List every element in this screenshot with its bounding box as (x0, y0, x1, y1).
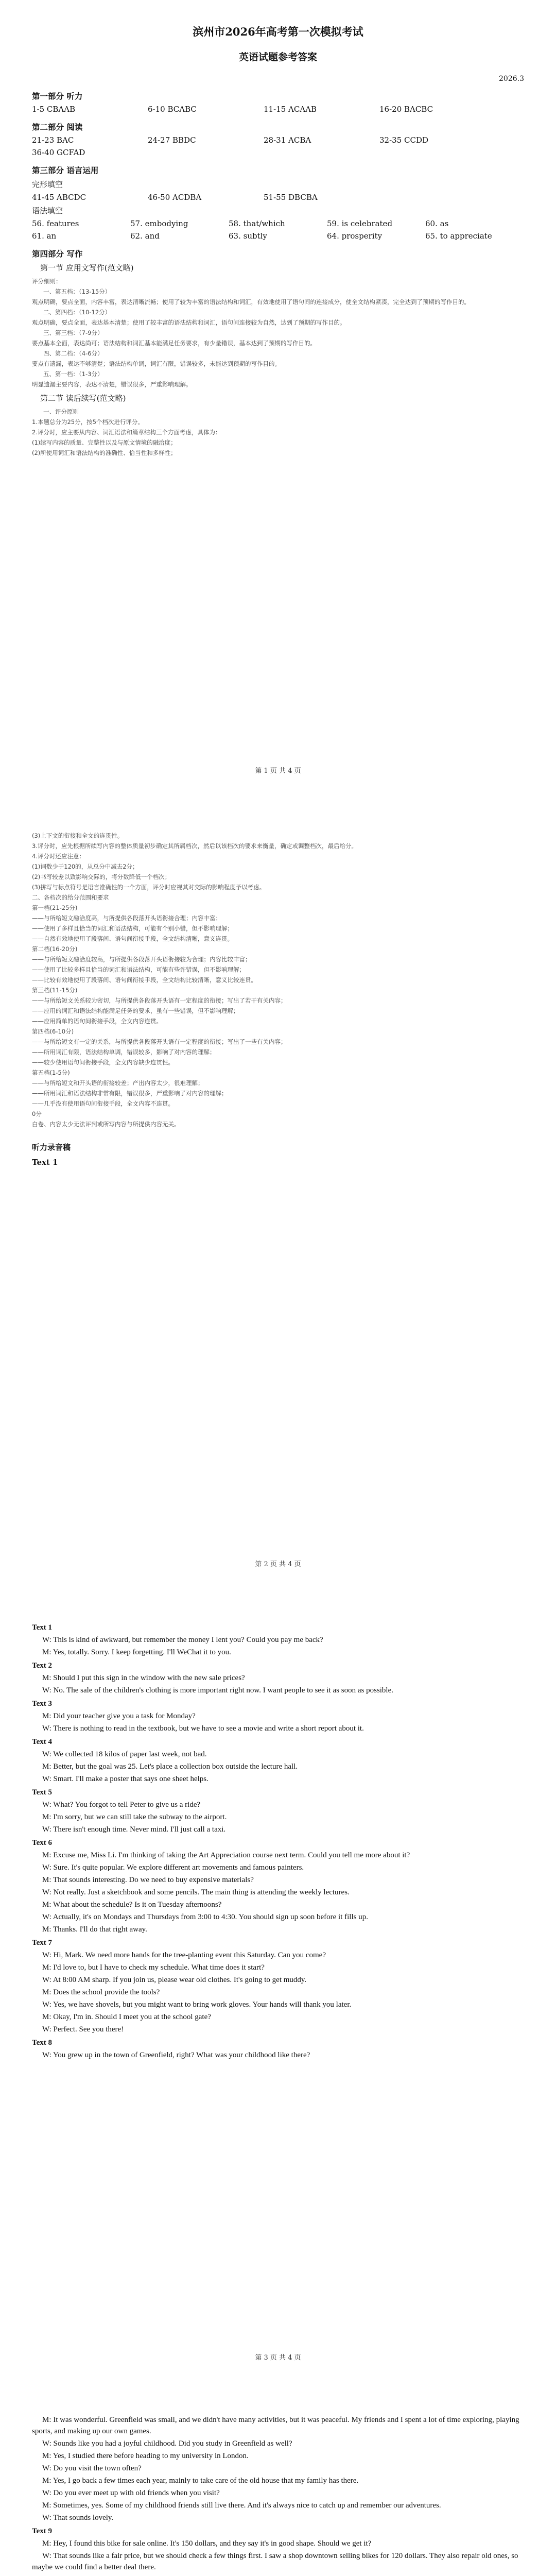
transcript-line: M: Yes, totally. Sorry. I keep forgetting. I'll WeChat it to you. (42, 1648, 231, 1656)
grammar-answer: 62. and (130, 231, 160, 241)
transcript-line: W: There is nothing to read in the textbook, but we have to see a movie and write a short report about it. (42, 1724, 364, 1733)
rubric-line: 第四档(6-10分) (32, 1028, 74, 1035)
writing-rubric-1 (32, 276, 524, 389)
rubric-line: 五、第一档：（1-3分） (43, 370, 103, 378)
transcript-line: W: Not really. Just a sketchbook and some pencils. The main thing is attending the weekly lectures. (42, 1888, 350, 1896)
page-number: 第 3 页 共 4 页 (255, 2354, 301, 2362)
transcript-line: M: That sounds interesting. Do we need to buy expensive materials? (42, 1876, 254, 1884)
exam-date: 2026.3 (499, 75, 524, 83)
grammar-answers-1 (32, 219, 524, 228)
answer-group: 51-55 DBCBA (264, 193, 318, 202)
transcript-line (32, 2574, 524, 2576)
text-label: Text 2 (32, 1662, 53, 1670)
transcript-line: M: Hey, I found this bike for sale online. It's 150 dollars, and they say it's in good shape. Should we get it? (42, 2539, 372, 2548)
text-label: Text 1 (32, 1158, 58, 1167)
text-label: Text 1 (32, 1623, 53, 1632)
rubric-line: ——与所给短文关系较为密切，与所提供各段落开头语有一定程度的衔接；写出了若干有关内容； (32, 997, 287, 1004)
rubric-line: ——自然有效地使用了段落间、语句间衔接手段，全文结构清晰，意义连贯。 (32, 935, 233, 942)
answer-group: 6-10 BCABC (148, 105, 197, 114)
answer-group: 28-31 ACBA (264, 135, 311, 145)
rubric-line: 4.评分时还应注意： (32, 853, 85, 860)
text-label: Text 5 (32, 1788, 53, 1797)
rubric-line: 1.本题总分为25分，按5个档次进行评分。 (32, 418, 144, 426)
cloze-heading: 完形填空 (32, 180, 63, 189)
page-number: 第 2 页 共 4 页 (255, 1561, 301, 1568)
rubric-line: 观点明确，要点全面，内容丰富，表达清晰流畅；使用了较为丰富的语法结构和词汇，有效地使用了语句间的连接成分，使全文结构紧凑，完全达到了预期的写作目的。 (32, 298, 470, 306)
transcript-line: M: I'd love to, but I have to check my schedule. What time does it start? (42, 1963, 265, 1972)
transcript-line: M: Did your teacher give you a task for Monday? (42, 1712, 196, 1720)
transcript-line: W: Do you ever meet up with old friends when you visit? (42, 2489, 220, 2497)
rubric-line: ——与所给短文和开头语的衔接较差；产出内容太少，很难理解； (32, 1079, 204, 1087)
transcript-line: M: Sometimes, yes. Some of my childhood friends still live there. And it's always nice to catch up and remember our adventures. (42, 2501, 441, 2510)
text-label: Text 3 (32, 1700, 53, 1708)
transcript-line: M: What about the schedule? Is it on Tuesday afternoons? (42, 1901, 222, 1909)
rubric-line: 二、第四档：（10-12分） (43, 309, 111, 316)
transcript-line: W: That sounds like a fair price, but we should check a few things first. I saw a shop downtown selling bikes for 120 dollars. They also repair old ones, so maybe we could find a better deal there. (32, 2552, 518, 2571)
grammar-answer: 63. subtly (229, 231, 267, 241)
rubric-line: 观点明确，要点全面，表达基本清楚；使用了较丰富的语法结构和词汇，语句间连接较为自然，达到了预期的写作目的。 (32, 319, 346, 326)
transcript-line: M: It was wonderful. Greenfield was small, and we didn't have many activities, but it was peaceful. My friends and I spent a lot of time exploring, playing sports, and making up our own games. (32, 2416, 519, 2435)
grammar-answer: 58. that/which (229, 219, 285, 228)
rubric-line: 二、各档次的给分范围和要求 (32, 894, 109, 901)
grammar-answer: 64. prosperity (327, 231, 383, 241)
rubric-line: ——与所给短文有一定的关系，与所提供各段落开头语有一定程度的衔接；写出了一些有关内容； (32, 1038, 287, 1045)
page-2 (0, 793, 556, 1587)
rubric-line: 明显遗漏主要内容，表达不清楚，错误很多，严重影响理解。 (32, 381, 192, 388)
part4-heading: 第四部分 写作 (32, 249, 83, 259)
rubric-line: 第三档(11-15分) (32, 987, 78, 994)
transcript-line: W: Hi, Mark. We need more hands for the tree-planting event this Saturday. Can you come? (42, 1951, 326, 1959)
answer-group: 24-27 BBDC (148, 135, 196, 145)
transcript-line: W: No. The sale of the children's clothing is more important right now. I want people to see it as soon as possible. (42, 1686, 394, 1694)
page-1 (0, 0, 556, 793)
transcript-line: M: Yes, I go back a few times each year, mainly to take care of the old house that my family has there. (42, 2477, 359, 2485)
answer-group: 21-23 BAC (32, 135, 74, 145)
writing-rubric-2 (32, 406, 524, 458)
transcript-line: W: What? You forgot to tell Peter to give us a ride? (42, 1801, 201, 1809)
page-3 (0, 1587, 556, 2380)
rubric-line: 0分 (32, 1110, 42, 1117)
transcript-line: M: Excuse me, Miss Li. I'm thinking of taking the Art Appreciation course next term. Could you tell me more about it? (42, 1851, 410, 1859)
rubric-line: 2.评分时，应主要从内容、词汇语法和篇章结构三个方面考虑，具体为： (32, 429, 221, 436)
grammar-answer: 59. is celebrated (327, 219, 393, 228)
rubric-line: 第五档(1-5分) (32, 1069, 70, 1076)
rubric-line: (3)拼写与标点符号是语言准确性的一个方面，评分时应视其对交际的影响程度予以考虑。 (32, 884, 266, 891)
rubric-line: 要点有遗漏，表达不够清楚；语法结构单调，词汇有限，错误较多，未能达到预期的写作目的。 (32, 360, 281, 367)
rubric-line: ——与所给短文融洽度较高，与所提供各段落开头语衔接较为合理；内容比较丰富； (32, 956, 251, 963)
text-label: Text 6 (32, 1839, 53, 1847)
rubric-line: 第二档(16-20分) (32, 945, 78, 953)
transcript-line: M: I'm sorry, but we can still take the subway to the airport. (42, 1813, 227, 1821)
grammar-heading: 语法填空 (32, 206, 63, 215)
transcript-line: W: Sounds like you had a joyful childhood. Did you study in Greenfield as well? (42, 2439, 292, 2448)
answer-group: 16-20 BACBC (379, 105, 433, 114)
grammar-answers-2 (32, 231, 524, 241)
transcript-line: M: Okay, I'm in. Should I meet you at the school gate? (42, 2013, 211, 2021)
rubric-line: (2)所使用词汇和语法结构的准确性、恰当性和多样性； (32, 449, 177, 456)
part2-answers (32, 135, 524, 145)
transcript-line: W: At 8:00 AM sharp. If you join us, please wear old clothes. It's going to get muddy. (42, 1976, 307, 1984)
rubric-line: 白卷、内容太少无法评判或所写内容与所提供内容无关。 (32, 1121, 180, 1128)
rubric-line: ——应用简单的语句间衔接手段，全文内容连贯。 (32, 1018, 162, 1025)
transcript-page3 (32, 1622, 524, 2061)
grammar-answer: 60. as (425, 219, 449, 228)
rubric-line: (2)书写较差以致影响交际的，将分数降低一个档次； (32, 873, 171, 880)
writing-section1-heading: 第一节 应用文写作(范文略) (40, 263, 134, 273)
exam-subtitle: 英语试题参考答案 (238, 52, 317, 63)
rubric-line: ——比较有效地使用了段落间、语句间衔接手段，全文结构比较清晰，意义比较连贯。 (32, 976, 257, 984)
part1-heading: 第一部分 听力 (32, 91, 83, 101)
transcript-line: W: You grew up in the town of Greenfield, right? What was your childhood like there? (42, 2051, 310, 2059)
grammar-answer: 61. an (32, 231, 57, 241)
page-number: 第 1 页 共 4 页 (255, 767, 301, 775)
rubric-line: 四、第二档：（4-6分） (43, 350, 103, 357)
part3-heading: 第三部分 语言运用 (32, 165, 99, 175)
transcript-page4 (32, 2414, 524, 2576)
part2-heading: 第二部分 阅读 (32, 122, 83, 132)
transcript-line: W: We collected 18 kilos of paper last week, not bad. (42, 1750, 207, 1758)
rubric-line: 一、第五档：（13-15分） (43, 288, 111, 295)
transcript-line: W: Sure. It's quite popular. We explore different art movements and famous painters. (42, 1863, 304, 1872)
page-4 (0, 2380, 556, 2576)
rubric-line: 评分细则： (32, 278, 62, 285)
transcript-line: W: Do you visit the town often? (42, 2464, 142, 2472)
answer-group: 46-50 ACDBA (148, 193, 202, 202)
answer-group: 32-35 CCDD (379, 135, 429, 145)
exam-title: 滨州市2026年高考第一次模拟考试 (193, 25, 363, 38)
transcript-line: M: Yes, I studied there before heading to my university in London. (42, 2452, 249, 2460)
transcript-line: M: Does the school provide the tools? (42, 1988, 160, 1996)
rubric-line: ——使用了比较多样且恰当的词汇和语法结构，可能有些许错误，但不影响理解； (32, 966, 245, 973)
rubric-line: 一、评分原则 (43, 408, 79, 415)
part1-answers (32, 105, 524, 114)
transcript-line: W: Perfect. See you there! (42, 2025, 124, 2033)
transcript-line: M: Should I put this sign in the window with the new sale prices? (42, 1674, 245, 1682)
rubric-line: (1)词数少于120的，从总分中减去2分； (32, 863, 138, 870)
transcript-line: M: Thanks. I'll do that right away. (42, 1925, 147, 1934)
text-label: Text 4 (32, 1738, 53, 1746)
answer-group: 11-15 ACAAB (264, 105, 317, 114)
rubric-line: ——较少使用语句间衔接手段，全文内容缺少连贯性。 (32, 1059, 174, 1066)
grammar-answer: 56. features (32, 219, 79, 228)
rubric-line: ——应用的词汇和语法结构能满足任务的要求，虽有一些错误，但不影响理解； (32, 1007, 239, 1014)
transcript-line: M: Better, but the goal was 25. Let's place a collection box outside the lecture hall. (42, 1762, 298, 1771)
transcript-line: W: That sounds lovely. (42, 2514, 114, 2522)
rubric-line: 3.评分时，应先根据所续写内容的整体质量初步确定其所属档次，然后以该档次的要求来衡量，确定或调整档次，最后给分。 (32, 842, 357, 850)
rubric-line: (1)续写内容的质量、完整性以及与原文情境的融洽度； (32, 439, 177, 446)
answer-group: 1-5 CBAAB (32, 105, 76, 114)
writing-section2-heading: 第二节 读后续写(范文略) (40, 394, 126, 403)
text-label: Text 9 (32, 2527, 53, 2535)
part2-answers-2 (32, 148, 524, 157)
rubric-line: ——所用词汇有限，语法结构单调，错误较多，影响了对内容的理解； (32, 1048, 216, 1056)
cloze-answers (32, 193, 524, 202)
transcript-line: W: There isn't enough time. Never mind. I'll just call a taxi. (42, 1825, 226, 1834)
rubric-line: ——使用了多样且恰当的词汇和语法结构，可能有个别小错，但不影响理解； (32, 925, 233, 932)
transcript-line: W: This is kind of awkward, but remember the money I lent you? Could you pay me back? (42, 1636, 323, 1644)
rubric-line: ——与所给短文融洽度高，与所提供各段落开头语衔接合理；内容丰富； (32, 914, 221, 922)
transcript-heading: 听力录音稿 (32, 1143, 71, 1152)
grammar-answer: 57. embodying (130, 219, 188, 228)
transcript-line: W: Smart. I'll make a poster that says one sheet helps. (42, 1775, 208, 1783)
answer-group: 41-45 ABCDC (32, 193, 86, 202)
rubric-line: ——几乎没有使用语句间衔接手段，全文内容不连贯。 (32, 1100, 174, 1107)
text-label: Text 7 (32, 1939, 53, 1947)
text-label: Text 8 (32, 2039, 53, 2047)
answer-group: 36-40 GCFAD (32, 148, 85, 157)
transcript-line: W: Yes, we have shovels, but you might want to bring work gloves. Your hands will thank you later. (42, 2001, 352, 2009)
rubric-line: (3)上下文的衔接和全文的连贯性。 (32, 832, 124, 839)
rubric-line: 要点基本全面，表达尚可；语法结构和词汇基本能满足任务要求，有少量错误，基本达到了预期的写作目的。 (32, 340, 316, 347)
transcript-line: W: Actually, it's on Mondays and Thursdays from 3:00 to 4:30. You should sign up soon before it fills up. (42, 1913, 368, 1921)
grammar-answer: 65. to appreciate (425, 231, 492, 241)
rubric-line: ——所用词汇和语法结构非常有限，错误很多，严重影响了对内容的理解； (32, 1090, 228, 1097)
rubric-line: 三、第三档：（7-9分） (43, 329, 103, 336)
rubric-line: 第一档(21-25分) (32, 904, 78, 911)
writing-rubric-continued (32, 831, 524, 1129)
